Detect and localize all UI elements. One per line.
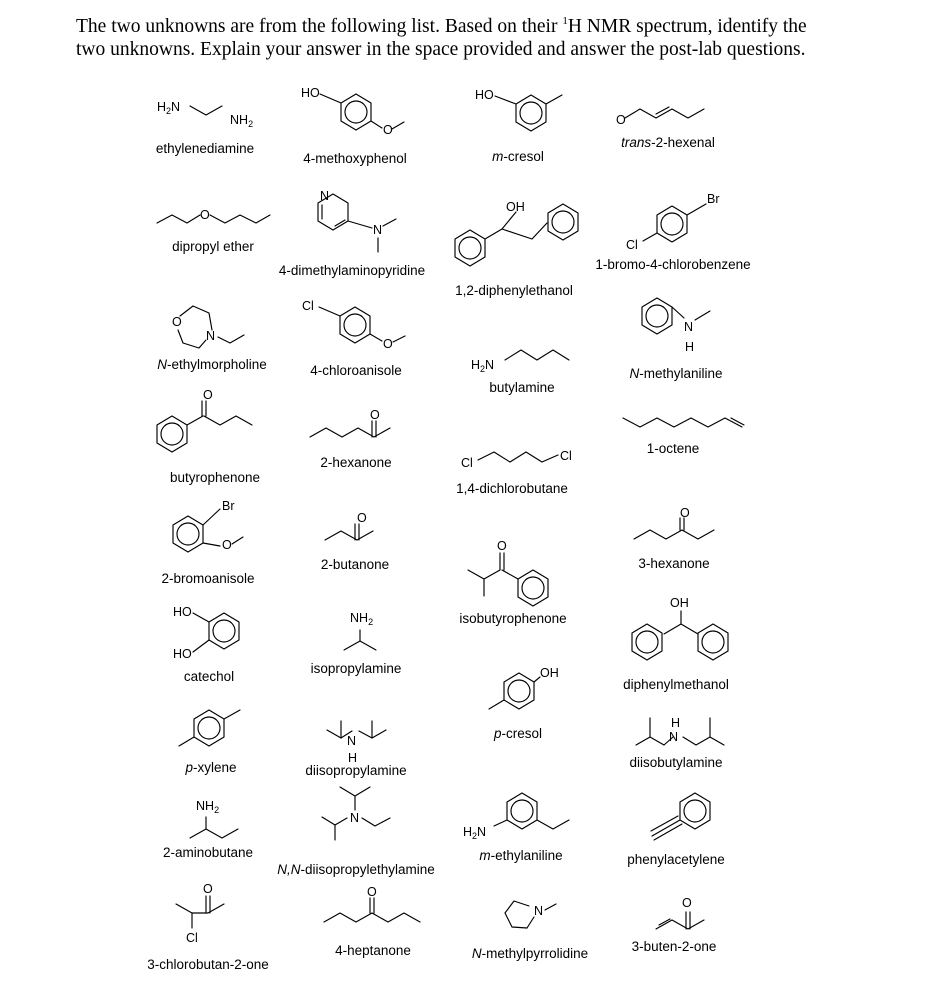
svg-text:N: N: [206, 329, 216, 343]
structure-4-dmap: [318, 189, 396, 252]
structure-phenylacetylene: [651, 793, 710, 840]
structure-1-octene: [623, 418, 744, 427]
svg-text:HO: HO: [475, 88, 494, 102]
structure-butyrophenone: [157, 388, 252, 452]
structure-diisobutylamine: [636, 716, 724, 745]
structure-dipea: [322, 787, 390, 840]
svg-text:O: O: [616, 113, 626, 127]
svg-text:N: N: [350, 811, 360, 825]
instructions-line1-start: The two unknowns are from the following list. Based on their: [76, 16, 563, 37]
compound-label: butylamine: [489, 380, 555, 395]
svg-text:NH2: $NH_2$: [350, 611, 374, 627]
compound-label: isopropylamine: [310, 661, 402, 676]
svg-text:N: N: [534, 904, 544, 918]
svg-text:N: N: [373, 223, 383, 237]
compound-label: 1-bromo-4-chlorobenzene: [595, 257, 751, 272]
structure-butylamine: [471, 350, 569, 374]
svg-text:Cl: Cl: [626, 238, 638, 252]
compound-label: 4-dimethylaminopyridine: [278, 263, 426, 278]
structure-2-butanone: [325, 511, 373, 540]
compound-label: diisobutylamine: [629, 755, 723, 770]
compound-label: m-ethylaniline: [479, 848, 563, 863]
compound-label: 2-butanone: [320, 557, 390, 572]
structure-ethylenediamine: [157, 100, 253, 129]
structure-3-chlorobutan-2-one: [176, 882, 224, 945]
structure-catechol: [173, 605, 239, 661]
compound-label: 3-chlorobutan-2-one: [147, 957, 269, 972]
compound-label: 2-bromoanisole: [161, 571, 255, 586]
svg-text:H2N: $H_2N$: [463, 825, 487, 841]
structure-p-xylene: [179, 710, 240, 746]
svg-text:OH: OH: [670, 596, 689, 610]
svg-text:H: H: [671, 716, 681, 730]
structure-isobutyrophenone: [468, 539, 548, 606]
svg-text:O: O: [682, 896, 692, 910]
compound-label: 2-hexanone: [320, 455, 392, 470]
structure-2-hexanone: [310, 408, 390, 437]
structure-n-methylaniline: [642, 298, 710, 354]
compound-label: diisopropylamine: [305, 763, 407, 778]
svg-text:O: O: [367, 885, 377, 899]
svg-text:H2N: $H_2N$: [157, 100, 181, 116]
svg-text:Br: Br: [222, 499, 235, 513]
instructions-line2: two unknowns. Explain your answer in the space provided and answer the post-lab questions.: [76, 39, 806, 60]
svg-text:NH2: $NH_2$: [196, 799, 220, 815]
instructions-line1-end: H NMR spectrum, identify the: [567, 16, 807, 37]
structure-2-aminobutane: [190, 799, 238, 838]
structure-diisopropylamine: [327, 721, 386, 765]
compound-label: N-methylaniline: [629, 366, 723, 381]
svg-text:N: N: [347, 734, 357, 748]
structure-p-cresol: [489, 666, 559, 709]
compound-label: p-xylene: [185, 760, 237, 775]
structure-trans-2-hexenal: [616, 107, 704, 127]
compound-label: N-methylpyrrolidine: [471, 946, 589, 961]
structure-1-bromo-4-chlorobenzene: [626, 192, 720, 252]
compound-label: ethylenediamine: [155, 141, 255, 156]
svg-text:OH: OH: [506, 200, 525, 214]
compound-label: 4-methoxyphenol: [303, 151, 407, 166]
svg-text:O: O: [383, 123, 393, 137]
structure-3-hexanone: [634, 506, 714, 539]
compound-label: dipropyl ether: [172, 239, 254, 254]
compound-label: butyrophenone: [169, 470, 261, 485]
compound-label: 1-octene: [646, 441, 700, 456]
svg-text:Cl: Cl: [560, 449, 572, 463]
svg-text:O: O: [497, 539, 507, 553]
svg-text:N: N: [669, 730, 679, 744]
structure-1-4-dichlorobutane: [461, 449, 572, 470]
structure-isopropylamine: [344, 611, 376, 650]
structure-4-methoxyphenol: [301, 86, 404, 137]
compound-label: 1,4-dichlorobutane: [456, 481, 568, 496]
structure-n-methylpyrrolidine: [505, 901, 556, 928]
isotope-superscript: 1: [562, 14, 568, 27]
svg-text:O: O: [370, 408, 380, 422]
compound-label: 3-hexanone: [638, 556, 710, 571]
svg-text:O: O: [203, 388, 213, 402]
compound-label: N-ethylmorpholine: [157, 357, 267, 372]
compound-label: 4-chloroanisole: [310, 363, 402, 378]
structure-4-chloroanisole: [302, 299, 405, 351]
compound-label: 4-heptanone: [335, 943, 411, 958]
svg-text:N: N: [684, 320, 694, 334]
svg-text:O: O: [203, 882, 213, 896]
svg-text:HO: HO: [301, 86, 320, 100]
structure-n-ethylmorpholine: [172, 306, 244, 348]
svg-text:OH: OH: [540, 666, 559, 680]
structure-2-bromoanisole: [173, 499, 243, 552]
svg-text:Cl: Cl: [186, 931, 198, 945]
svg-text:H2N: $H_2N$: [471, 358, 495, 374]
compound-label: 1,2-diphenylethanol: [455, 283, 573, 298]
svg-text:Cl: Cl: [302, 299, 314, 313]
structure-m-cresol: [475, 88, 562, 131]
structure-diphenylmethanol: [632, 596, 728, 660]
svg-text:Br: Br: [707, 192, 720, 206]
compound-label: isobutyrophenone: [459, 611, 567, 626]
compound-label: trans-2-hexenal: [621, 135, 715, 150]
svg-text:HO: HO: [173, 605, 192, 619]
structure-dipropyl-ether: [157, 208, 270, 223]
compound-label: p-cresol: [493, 726, 543, 741]
svg-text:H: H: [685, 340, 695, 354]
compound-label: 2-aminobutane: [162, 845, 254, 860]
svg-text:Cl: Cl: [461, 456, 473, 470]
compound-label: phenylacetylene: [627, 852, 725, 867]
svg-text:NH2: $NH_2$: [230, 113, 254, 129]
compound-label: 3-buten-2-one: [631, 939, 717, 954]
compound-label: m-cresol: [492, 149, 544, 164]
structure-4-heptanone: [324, 885, 420, 922]
svg-text:O: O: [172, 315, 182, 329]
svg-text:O: O: [357, 511, 367, 525]
structure-1-2-diphenylethanol: [455, 200, 578, 266]
svg-text:O: O: [200, 208, 210, 222]
structure-m-ethylaniline: [463, 793, 569, 841]
compound-label: diphenylmethanol: [623, 677, 729, 692]
svg-text:HO: HO: [173, 647, 192, 661]
structure-3-buten-2-one: [656, 896, 704, 929]
svg-text:O: O: [383, 337, 393, 351]
svg-text:N: N: [320, 189, 330, 203]
compound-label: catechol: [183, 669, 235, 684]
svg-text:H: H: [348, 751, 358, 765]
svg-text:O: O: [680, 506, 690, 520]
compound-label: N,N-diisopropylethylamine: [277, 862, 435, 877]
svg-text:O: O: [222, 538, 232, 552]
